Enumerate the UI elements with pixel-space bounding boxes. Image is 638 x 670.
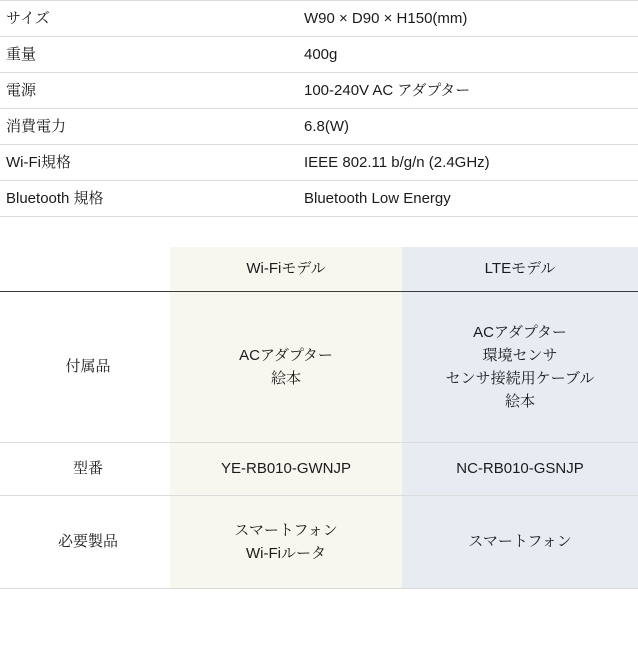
spec-label: Bluetooth 規格 (0, 181, 304, 217)
header-blank (0, 247, 170, 292)
cell-required-products-wifi (170, 496, 402, 589)
spec-label: 電源 (0, 73, 304, 109)
cell-required-products-lte (402, 496, 638, 589)
list-item: 環境センサ (482, 346, 558, 364)
list-item: センサ接続用ケーブル (445, 370, 595, 387)
comparison-table-head (0, 247, 638, 292)
header-lte-model: LTEモデル (402, 247, 638, 292)
list-item: Wi-Fiルータ (246, 545, 326, 562)
table-row-required-products (0, 496, 638, 589)
spec-label: 消費電力 (0, 109, 304, 145)
cell-accessories-wifi (170, 292, 402, 443)
accessory-list-wifi (170, 344, 402, 391)
table-row (0, 145, 638, 181)
table-row-accessories (0, 292, 638, 443)
comparison-table-body (0, 292, 638, 589)
list-item: スマートフォン (468, 533, 572, 551)
row-label-model-number: 型番 (0, 443, 170, 496)
list-item: ACアダプター (239, 346, 333, 364)
list-item: 絵本 (270, 370, 301, 387)
header-wifi-model: Wi-Fiモデル (170, 247, 402, 292)
model-comparison-table (0, 247, 638, 589)
table-row (0, 1, 638, 37)
table-separator (0, 217, 638, 247)
spec-value: IEEE 802.11 b/g/n (2.4GHz) (304, 145, 638, 181)
spec-label: 重量 (0, 37, 304, 73)
list-item: 絵本 (504, 393, 535, 411)
table-row (0, 73, 638, 109)
spec-value: W90 × D90 × H150(mm) (304, 1, 638, 37)
spec-value: 400g (304, 37, 638, 73)
cell-model-number-lte: NC-RB010-GSNJP (402, 443, 638, 496)
table-row-model-number (0, 443, 638, 496)
row-label-required-products: 必要製品 (0, 496, 170, 589)
table-row (0, 109, 638, 145)
spec-label: Wi-Fi規格 (0, 145, 304, 181)
spec-label: サイズ (0, 1, 304, 37)
cell-model-number-wifi: YE-RB010-GWNJP (170, 443, 402, 496)
specification-table-body (0, 1, 638, 217)
cell-accessories-lte (402, 292, 638, 443)
accessory-list-lte (402, 321, 638, 414)
table-row (0, 37, 638, 73)
list-item: ACアダプター (473, 323, 567, 341)
row-label-accessories: 付属品 (0, 292, 170, 443)
spec-value: 100-240V AC アダプター (304, 73, 638, 109)
list-item: スマートフォン (234, 521, 338, 539)
spec-value: Bluetooth Low Energy (304, 181, 638, 217)
table-header-row (0, 247, 638, 292)
required-list-lte (402, 530, 638, 553)
spec-value: 6.8(W) (304, 109, 638, 145)
required-list-wifi (170, 519, 402, 566)
specification-table (0, 0, 638, 217)
table-row (0, 181, 638, 217)
